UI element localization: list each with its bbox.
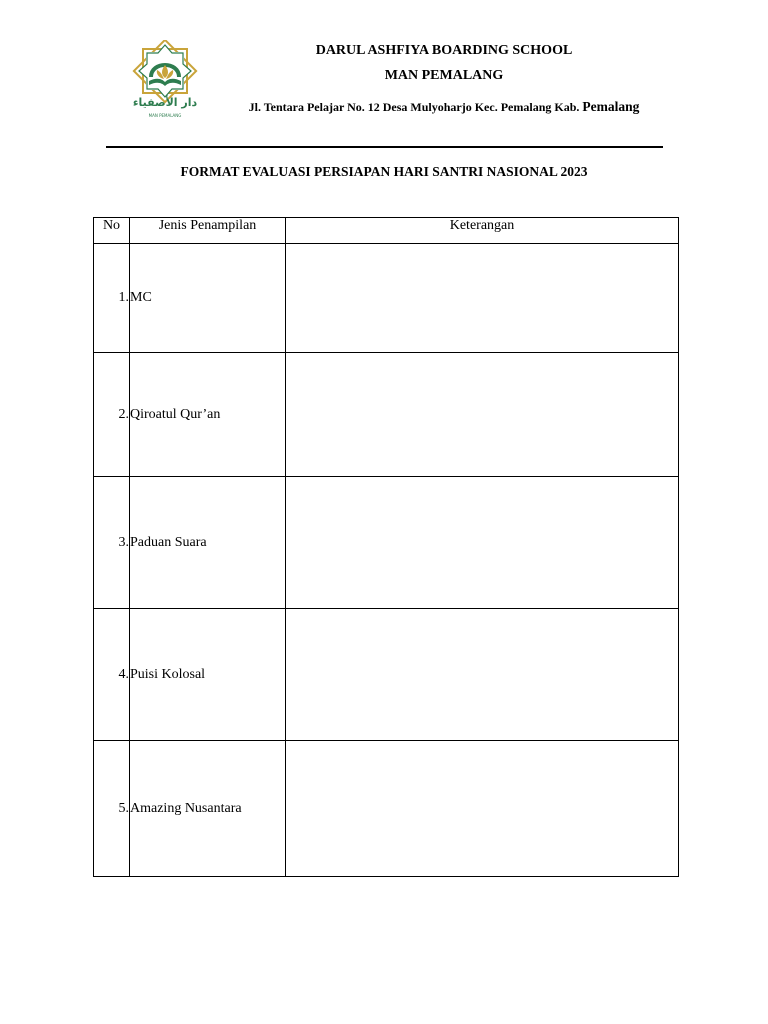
school-logo-arabic-text: دار الأصفياء — [132, 96, 198, 109]
address-main: Jl. Tentara Pelajar No. 12 Desa Mulyoharjo Kec. Pemalang Kab. — [248, 100, 580, 114]
row-number: 4. — [94, 609, 130, 741]
table-row — [94, 244, 679, 353]
address-regency: Pemalang — [582, 99, 640, 114]
evaluation-table — [93, 217, 679, 877]
row-number: 5. — [94, 741, 130, 877]
school-subtitle: MAN PEMALANG — [384, 68, 504, 83]
notes-cell[interactable] — [286, 353, 679, 477]
notes-cell[interactable] — [286, 741, 679, 877]
header-performance-type: Jenis Penampilan — [130, 218, 286, 244]
header-no: No — [94, 218, 130, 244]
school-logo — [112, 40, 218, 126]
table-row — [94, 477, 679, 609]
school-logo-caption: MAN PEMALANG — [148, 113, 182, 118]
row-number: 2. — [94, 353, 130, 477]
performance-name: MC — [130, 244, 286, 353]
school-name: DARUL ASHFIYA BOARDING SCHOOL — [315, 43, 573, 58]
school-address — [232, 99, 656, 115]
table-header-row — [94, 218, 679, 244]
document-title: FORMAT EVALUASI PERSIAPAN HARI SANTRI NASIONAL 2023 — [180, 164, 588, 179]
row-number: 1. — [94, 244, 130, 353]
performance-name: Amazing Nusantara — [130, 741, 286, 877]
table-row — [94, 353, 679, 477]
notes-cell[interactable] — [286, 477, 679, 609]
performance-name: Qiroatul Qur’an — [130, 353, 286, 477]
performance-name: Paduan Suara — [130, 477, 286, 609]
performance-name: Puisi Kolosal — [130, 609, 286, 741]
header-notes: Keterangan — [286, 218, 679, 244]
table-row — [94, 609, 679, 741]
notes-cell[interactable] — [286, 244, 679, 353]
table-row — [94, 741, 679, 877]
notes-cell[interactable] — [286, 609, 679, 741]
row-number: 3. — [94, 477, 130, 609]
letterhead-divider — [106, 146, 663, 148]
